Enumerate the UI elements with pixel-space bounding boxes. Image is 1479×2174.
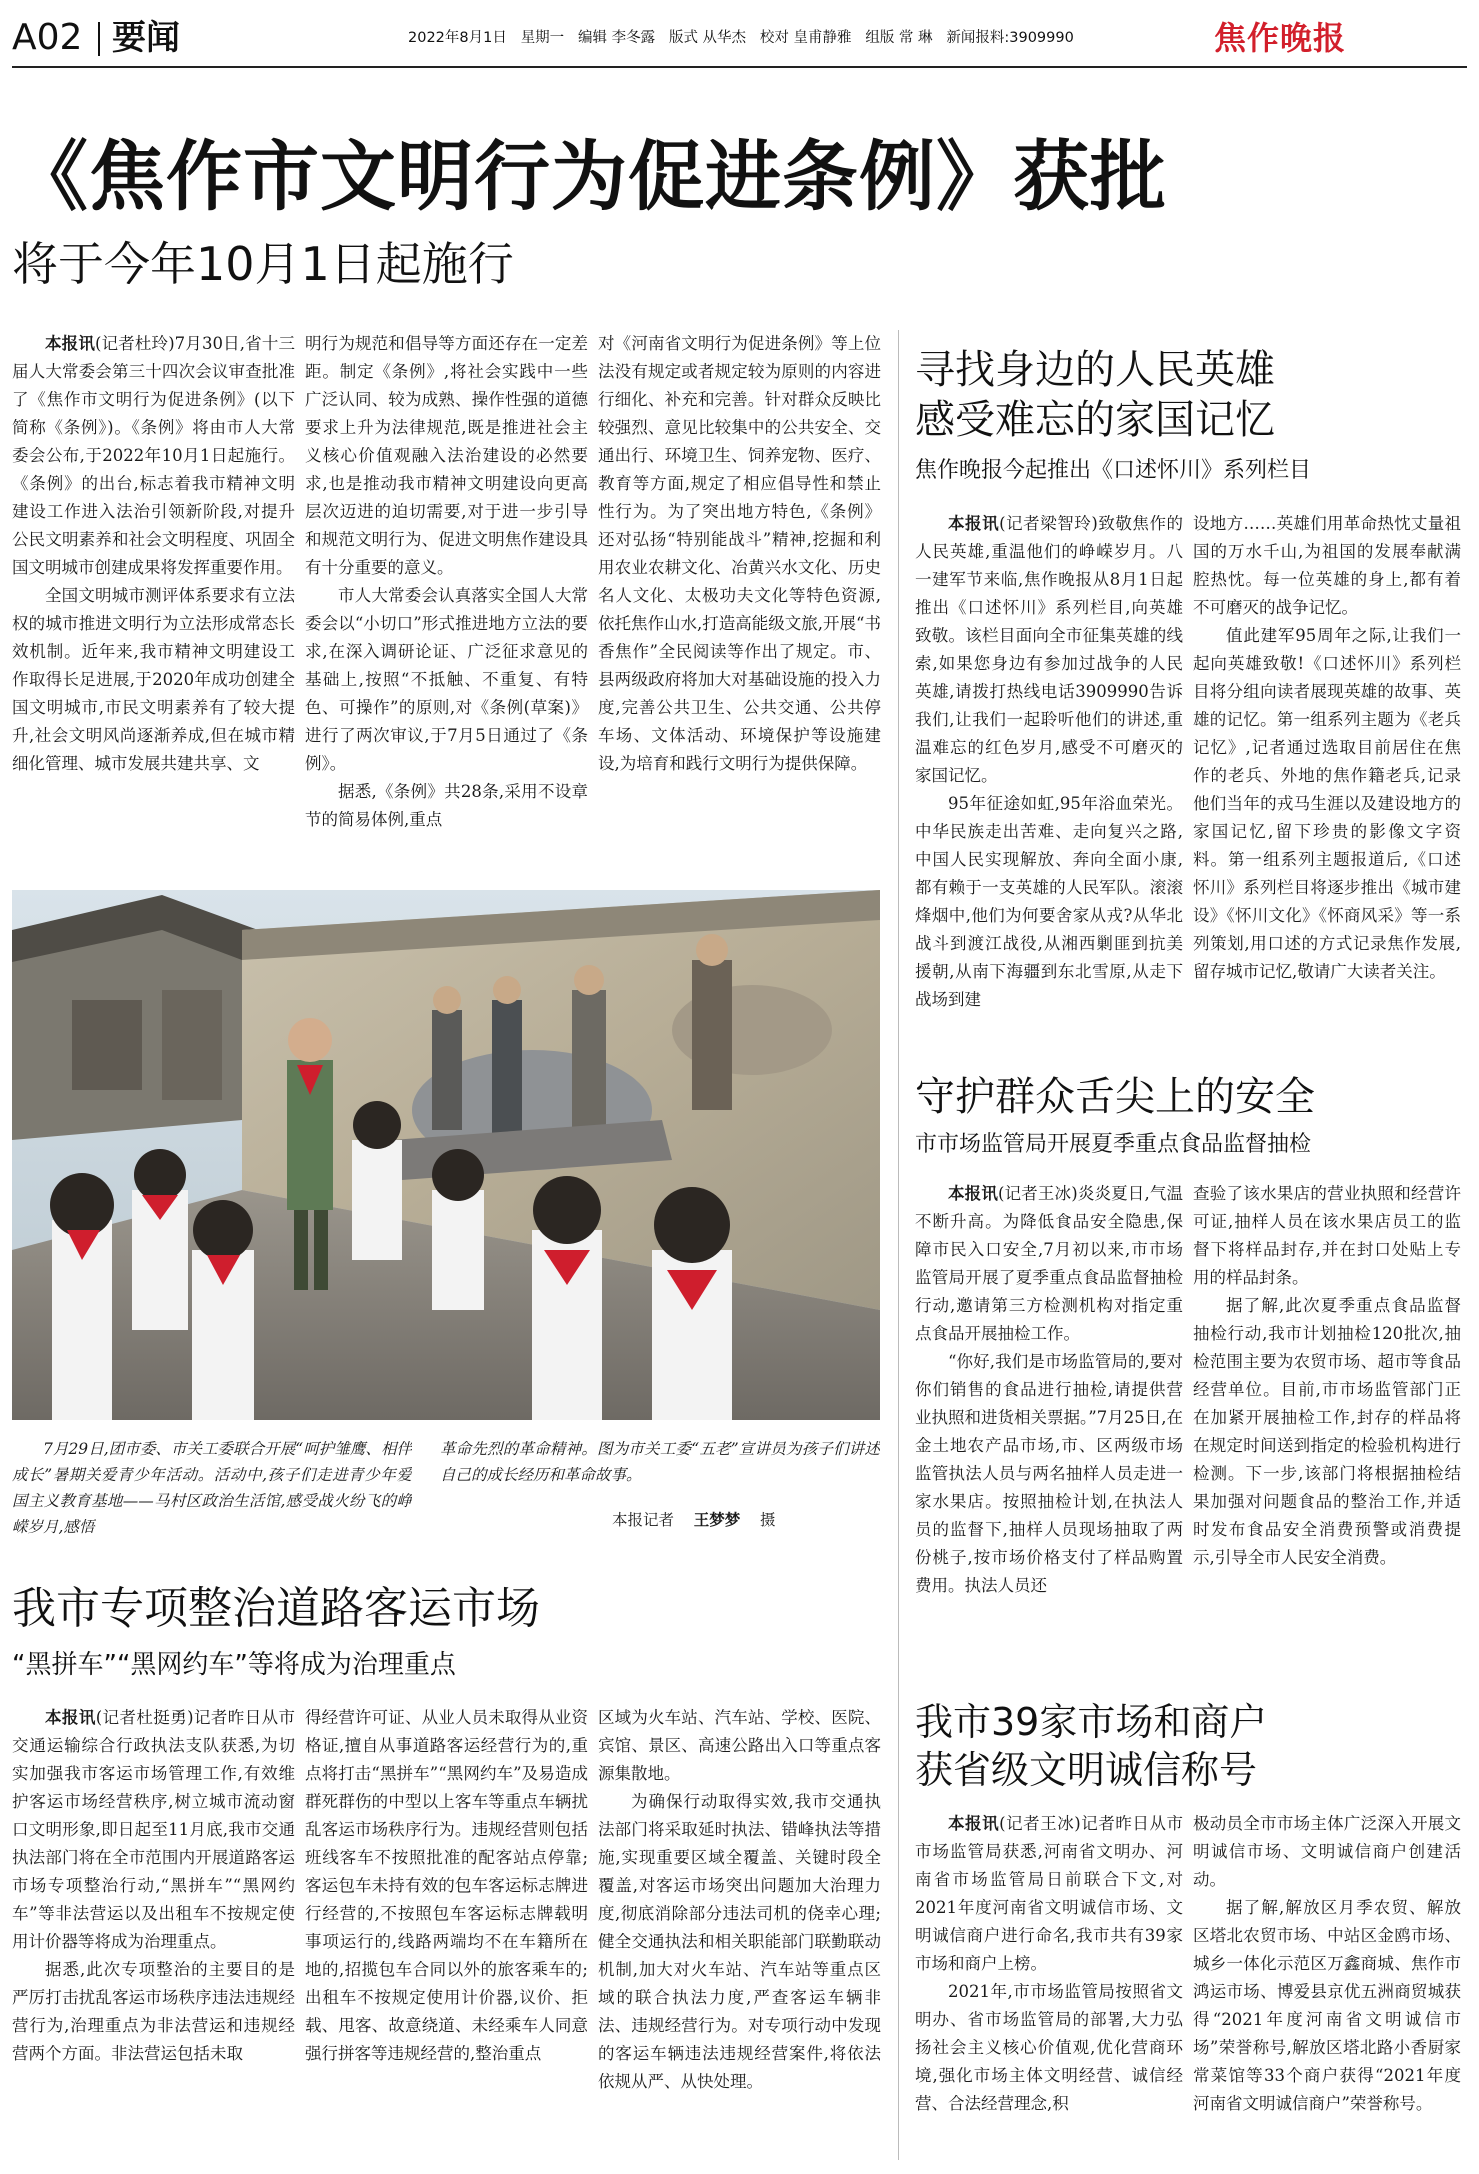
lead-column-2 <box>305 330 588 870</box>
food-byline: 本报讯 <box>948 1184 998 1203</box>
lead-paragraph: 全国文明城市测评体系要求有立法权的城市推进文明行为立法形成常态长效机制。近年来,我市精神文明建设工作取得长足进展,于2020年成功创建全国文明城市,市民文明素养有了较大提升,社会文明风尚逐渐养成,但在城市精细化管理、城市发展共建共享、文 <box>12 586 295 773</box>
lead-paragraph: 据悉,《条例》共28条,采用不设章节的简易体例,重点 <box>305 782 588 829</box>
market-paragraph: 极动员全市市场主体广泛深入开展文明诚信市场、文明诚信商户创建活动。 <box>1193 1814 1461 1889</box>
photo-credit-name: 王梦梦 <box>693 1511 741 1529</box>
food-column-2 <box>1193 1180 1461 1660</box>
food-column-1 <box>915 1180 1183 1660</box>
food-paragraph: 据了解,此次夏季重点食品监督抽检行动,我市计划抽检120批次,抽检范围主要为农贸市场、超市等食品经营单位。目前,市市场监管部门正在加紧开展抽检工作,封存的样品将在规定时间送到指定的检验机构进行检测。下一步,该部门将根据抽检结果加强对问题食品的整治工作,并适时发布食品安全消费预警或消费提示,引导全市人民安全消费。 <box>1193 1296 1461 1567</box>
heroes-reporter: (记者梁智玲) <box>999 514 1098 533</box>
heroes-paragraph: 本报讯(记者梁智玲)致敬焦作的人民英雄,重温他们的峥嵘岁月。八一建军节来临,焦作晚报从8月1日起推出《口述怀川》系列栏目,向英雄致敬。该栏目面向全市征集英雄的线索,如果您身边有参加过战争的人民英雄,请拨打热线电话3909990告诉我们,让我们一起聆听他们的讲述,重温难忘的红色岁月,感受不可磨灭的家国记忆。 <box>915 514 1183 785</box>
heroes-headline <box>915 345 1275 445</box>
group-credit: 组版 常 琳 <box>865 30 933 46</box>
proof-credit: 校对 皇甫静雅 <box>759 30 852 46</box>
lead-subheadline: 将于今年10月1日起施行 <box>12 237 514 291</box>
issue-date: 2022年8月1日 <box>408 30 507 46</box>
masthead-divider <box>98 22 100 56</box>
heroes-byline: 本报讯 <box>948 514 1000 533</box>
photo-caption-right <box>440 1436 880 1496</box>
heroes-column-1 <box>915 510 1183 1030</box>
issue-weekday: 星期一 <box>520 30 565 46</box>
market-byline: 本报讯 <box>948 1814 1000 1833</box>
photo-credit-action: 摄 <box>759 1511 776 1529</box>
masthead-rule <box>12 66 1467 68</box>
schoolchildren-mural-photo <box>12 890 880 1420</box>
lead-column-3 <box>598 330 881 870</box>
photo-caption-text: 革命先烈的革命精神。图为市关工委“五老”宣讲员为孩子们讲述自己的成长经历和革命故事。 <box>440 1440 880 1484</box>
lead-paragraph: 明行为规范和倡导等方面还存在一定差距。制定《条例》,将社会实践中一些广泛认同、较为成熟、操作性强的道德要求上升为法律规范,既是推进社会主义核心价值观融入法治建设的必然要求,也是推动我市精神文明建设向更高层次迈进的迫切需要,对于进一步引导和规范文明行为、促进文明焦作建设具有十分重要的意义。 <box>305 334 588 577</box>
editor-credit: 编辑 李冬露 <box>578 30 656 46</box>
page-number: A02 <box>12 17 83 58</box>
lead-byline: 本报讯 <box>45 334 95 353</box>
food-headline: 守护群众舌尖上的安全 <box>915 1074 1315 1120</box>
market-column-2 <box>1193 1810 1461 2166</box>
lead-paragraph: 对《河南省文明行为促进条例》等上位法没有规定或者规定较为原则的内容进行细化、补充和完善。针对群众反映比较强烈、意见比较集中的公共安全、交通出行、环境卫生、饲养宠物、医疗、教育等方面,规定了相应倡导性和禁止性行为。为了突出地方特色,《条例》还对弘扬“特别能战斗”精神,挖掘和利用农业农耕文化、冶黄兴水文化、历史名人文化、太极功夫文化等特色资源,依托焦作山水,打造高能级文旅,开展“书香焦作”全民阅读等作出了规定。市、县两级政府将加大对基础设施的投入力度,完善公共卫生、公共交通、公共停车场、文体活动、环境保护等设施建设,为培育和践行文明行为提供保障。 <box>598 334 881 773</box>
road-column-2 <box>305 1704 588 2168</box>
heroes-paragraph: 值此建军95周年之际,让我们一起向英雄致敬!《口述怀川》系列栏目将分组向读者展现英雄的故事、英雄的记忆。第一组系列主题为《老兵记忆》,记者通过选取目前居住在焦作的老兵、外地的焦作籍老兵,记录他们当年的戎马生涯以及建设地方的家国记忆,留下珍贵的影像文字资料。第一组系列主题报道后,《口述怀川》系列栏目将逐步推出《城市建设》《怀川文化》《怀商风采》等一系列策划,用口述的方式记录焦作发展,留存城市记忆,敬请广大读者关注。 <box>1193 626 1461 981</box>
masthead-info <box>408 28 1074 48</box>
lead-paragraph: 本报讯(记者杜玲)7月30日,省十三届人大常委会第三十四次会议审查批准了《焦作市文明行为促进条例》(以下简称《条例》)。《条例》将由市人大常委会公布,于2022年10月1日起施行。《条例》的出台,标志着我市精神文明建设工作进入法治引领新阶段,对提升公民文明素养和社会文明程度、巩固全国文明城市创建成果将发挥重要作用。 <box>12 334 295 577</box>
news-photo <box>12 890 880 1420</box>
road-paragraph: 为确保行动取得实效,我市交通执法部门将采取延时执法、错峰执法等措施,实现重要区域全覆盖、关键时段全覆盖,对客运市场突出问题加大治理力度,彻底消除部分违法司机的侥幸心理;健全交通执法和相关职能部门联勤联动机制,加大对火车站、汽车站等重点区域的联合执法力度,严查客运车辆非法、违规经营行为。对专项行动中发现的客运车辆违法违规经营案件,将依法依规从严、从快处理。 <box>598 1792 881 2091</box>
road-subheadline: “黑拼车”“黑网约车”等将成为治理重点 <box>12 1650 456 1680</box>
road-paragraph: 据悉,此次专项整治的主要目的是严厉打击扰乱客运市场秩序违法违规经营行为,治理重点为非法营运和违规经营两个方面。非法营运包括未取 <box>12 1960 295 2063</box>
photo-caption-left <box>12 1436 412 1546</box>
road-byline: 本报讯 <box>45 1708 96 1727</box>
road-column-1 <box>12 1704 295 2168</box>
market-headline <box>915 1698 1267 1794</box>
section-name: 要闻 <box>112 18 180 58</box>
market-paragraph: 本报讯(记者王冰)记者昨日从市市场监管局获悉,河南省文明办、河南省市场监管局日前联合下文,对2021年度河南省文明诚信市场、文明诚信商户进行命名,我市共有39家市场和商户上榜。 <box>915 1814 1183 1973</box>
road-paragraph: 得经营许可证、从业人员未取得从业资格证,擅自从事道路客运经营行为的,重点将打击“黑拼车”“黑网约车”及易造成群死群伤的中型以上客车等重点车辆扰乱客运市场秩序行为。违规经营则包括班线客车不按照批准的配客站点停靠;客运包车未持有效的包车客运标志牌进行经营的,不按照包车客运标志牌载明事项运行的,线路两端均不在车籍所在地的,招揽包车合同以外的旅客乘车的;出租车不按规定使用计价器,议价、拒载、甩客、故意绕道、未经乘车人同意强行拼客等违规经营的,整治重点 <box>305 1708 588 2063</box>
heroes-headline-line1: 寻找身边的人民英雄 <box>915 347 1275 393</box>
heroes-column-2 <box>1193 510 1461 1030</box>
road-paragraph: 本报讯(记者杜挺勇)记者昨日从市交通运输综合行政执法支队获悉,为切实加强我市客运市场管理工作,有效维护客运市场经营秩序,树立城市流动窗口文明形象,即日起至11月底,我市交通执法部门将在全市范围内开展道路客运市场专项整治行动,“黑拼车”“黑网约车”等非法营运以及出租车不按规定使用计价器等将成为治理重点。 <box>12 1708 295 1951</box>
newspaper-logo: 焦作晚报 <box>1214 19 1347 57</box>
column-divider <box>898 330 899 2160</box>
food-paragraph: 查验了该水果店的营业执照和经营许可证,抽样人员在该水果店员工的监督下将样品封存,并在封口处贴上专用的样品封条。 <box>1193 1184 1461 1287</box>
photo-caption-text: 7月29日,团市委、市关工委联合开展“呵护雏鹰、相伴成长”暑期关爱青少年活动。活动中,孩子们走进青少年爱国主义教育基地——马村区政治生活馆,感受战火纷飞的峥嵘岁月,感悟 <box>12 1440 412 1536</box>
photo-credit-label: 本报记者 <box>612 1511 675 1529</box>
heroes-paragraph: 设地方……英雄们用革命热忱丈量祖国的万水千山,为祖国的发展奉献满腔热忱。每一位英雄的身上,都有着不可磨灭的战争记忆。 <box>1193 514 1461 617</box>
heroes-headline-line2: 感受难忘的家国记忆 <box>915 397 1275 443</box>
road-column-3 <box>598 1704 881 2168</box>
lead-headline: 《焦作市文明行为促进条例》获批 <box>12 132 1167 221</box>
market-headline-line1: 我市39家市场和商户 <box>915 1700 1268 1744</box>
food-subheadline: 市市场监管局开展夏季重点食品监督抽检 <box>915 1132 1312 1157</box>
news-hotline: 新闻报料:3909990 <box>946 30 1074 46</box>
lead-column-1 <box>12 330 295 870</box>
road-reporter: (记者杜挺勇) <box>95 1708 194 1727</box>
food-reporter: (记者王冰) <box>997 1184 1078 1203</box>
heroes-subheadline: 焦作晚报今起推出《口述怀川》系列栏目 <box>915 458 1312 483</box>
market-column-1 <box>915 1810 1183 2166</box>
road-headline: 我市专项整治道路客运市场 <box>12 1583 540 1634</box>
photo-credit <box>612 1508 775 1532</box>
lead-reporter: (记者杜玲) <box>94 334 175 353</box>
food-paragraph: “你好,我们是市场监管局的,要对你们销售的食品进行抽检,请提供营业执照和进货相关票据。”7月25日,在金土地农产品市场,市、区两级市场监管执法人员与两名抽样人员走进一家水果店。按照抽检计划,在执法人员的监督下,抽样人员现场抽取了两份桃子,按市场价格支付了样品购置费用。执法人员还 <box>915 1352 1183 1595</box>
market-paragraph: 据了解,解放区月季农贸、解放区塔北农贸市场、中站区金鸥市场、城乡一体化示范区万鑫商城、焦作市鸿运市场、博爱县京优五洲商贸城获得“2021年度河南省文明诚信市场”荣誉称号,解放区塔北路小香厨家常菜馆等33个商户获得“2021年度河南省文明诚信商户”荣誉称号。 <box>1193 1898 1461 2113</box>
market-paragraph: 2021年,市市场监管局按照省文明办、省市场监管局的部署,大力弘扬社会主义核心价值观,优化营商环境,强化市场主体文明经营、诚信经营、合法经营理念,积 <box>915 1982 1183 2113</box>
layout-credit: 版式 从华杰 <box>668 30 747 46</box>
food-paragraph: 本报讯(记者王冰)炎炎夏日,气温不断升高。为降低食品安全隐患,保障市民入口安全,7月初以来,市市场监管局开展了夏季重点食品监督抽检行动,邀请第三方检测机构对指定重点食品开展抽检工作。 <box>915 1184 1183 1343</box>
road-paragraph: 区域为火车站、汽车站、学校、医院、宾馆、景区、高速公路出入口等重点客源集散地。 <box>598 1708 881 1783</box>
heroes-paragraph: 95年征途如虹,95年浴血荣光。中华民族走出苦难、走向复兴之路,中国人民实现解放、奔向全面小康,都有赖于一支英雄的人民军队。滚滚烽烟中,他们为何要舍家从戎?从华北战斗到渡江战役,从湘西剿匪到抗美援朝,从南下海疆到东北雪原,从走下战场到建 <box>915 794 1183 1009</box>
market-headline-line2: 获省级文明诚信称号 <box>915 1748 1258 1792</box>
lead-paragraph: 市人大常委会认真落实全国人大常委会以“小切口”形式推进地方立法的要求,在深入调研论证、广泛征求意见的基础上,按照“不抵触、不重复、有特色、可操作”的原则,对《条例(草案)》进行了两次审议,于7月5日通过了《条例》。 <box>305 586 588 773</box>
market-reporter: (记者王冰) <box>999 1814 1081 1833</box>
